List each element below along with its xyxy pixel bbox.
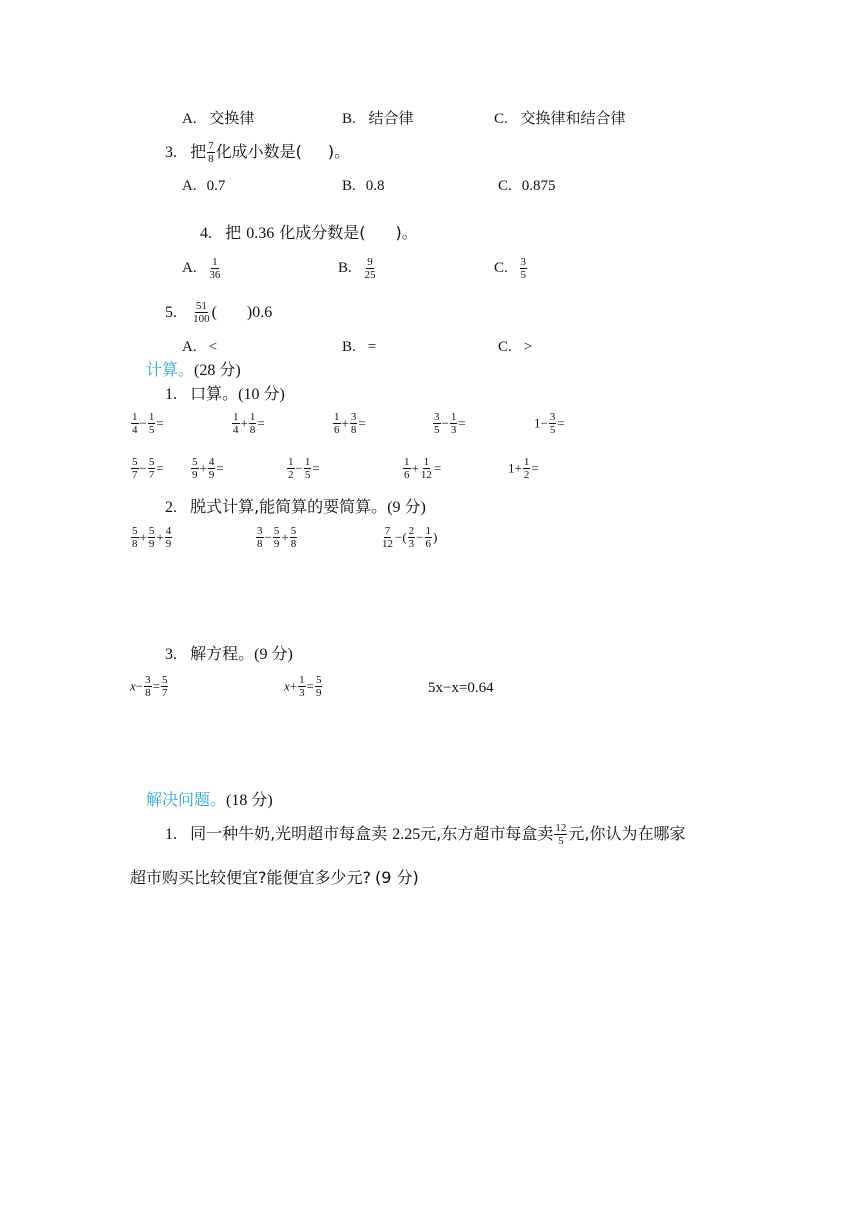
section-calc-heading: 计算。(28 分) bbox=[146, 360, 241, 379]
oral-item: $\frac{1}{6}$ + $\frac{1}{12}$ = bbox=[404, 456, 442, 481]
fraction: $\frac{3}{5}$ bbox=[520, 256, 527, 281]
q4-option-a: A. $\frac{1}{36}$ bbox=[182, 256, 221, 281]
oral-item: $\frac{3}{5}$ − $\frac{1}{3}$ = bbox=[434, 411, 466, 436]
oral-item: $\frac{1}{2}$ − $\frac{1}{5}$ = bbox=[288, 456, 320, 481]
question-4 bbox=[200, 223, 418, 244]
q2-option-a bbox=[182, 108, 254, 129]
option-text: 交换律 bbox=[209, 109, 255, 127]
option-text: 结合律 bbox=[368, 109, 414, 127]
question-number: 3. bbox=[165, 144, 177, 161]
fraction: $\frac{9}{25}$ bbox=[364, 256, 376, 281]
question-text: 把 bbox=[225, 223, 242, 242]
fraction: $\frac{51}{100}$ bbox=[193, 300, 210, 325]
question-text: 把 bbox=[190, 142, 207, 161]
question-value: 0.36 bbox=[246, 225, 275, 242]
fraction: $\frac{7}{8}$ bbox=[208, 140, 214, 165]
question-3 bbox=[165, 140, 350, 165]
question-text: 化成分数是( bbox=[279, 223, 366, 242]
q5-option-b: B. = bbox=[342, 339, 377, 355]
q5-option-c: C. > bbox=[498, 339, 533, 355]
q2-option-c bbox=[494, 108, 626, 129]
problem-1-line-1: 1. 同一种牛奶,光明超市每盒卖 2.25元,东方超市每盒卖 $\frac{12}{5}$ 元,你认为在哪家 bbox=[165, 822, 686, 847]
equation-heading: 3. 解方程。(9 分) bbox=[165, 644, 293, 663]
equation-item: x+ $\frac{1}{3}$ = $\frac{5}{9}$ bbox=[284, 674, 322, 699]
oral-item: 1+ $\frac{1}{2}$ = bbox=[508, 456, 539, 481]
section-solve-heading: 解决问题。(18 分) bbox=[146, 790, 273, 809]
problem-1-line-2: 超市购买比较便宜?能便宜多少元? (9 分) bbox=[130, 868, 419, 887]
q4-option-b: B. $\frac{9}{25}$ bbox=[338, 256, 376, 281]
question-text: )。 bbox=[395, 223, 418, 242]
step-item: $\frac{5}{8}$ + $\frac{5}{9}$ + $\frac{4}{9}$ bbox=[132, 525, 172, 550]
q5-option-a: A. < bbox=[182, 339, 218, 355]
oral-item: $\frac{1}{4}$ − $\frac{1}{5}$ = bbox=[132, 411, 164, 436]
oral-item: 1− $\frac{3}{5}$ = bbox=[534, 411, 565, 436]
equation-item: x− $\frac{3}{8}$ = $\frac{5}{7}$ bbox=[130, 674, 168, 699]
oral-item: $\frac{5}{9}$ + $\frac{4}{9}$ = bbox=[192, 456, 224, 481]
q4-option-c: C. $\frac{3}{5}$ bbox=[494, 256, 527, 281]
fraction: $\frac{1}{36}$ bbox=[209, 256, 221, 281]
question-text: 化成小数是( bbox=[215, 142, 302, 161]
option-letter: C. bbox=[494, 111, 508, 127]
option-text: 交换律和结合律 bbox=[520, 109, 626, 127]
q3-option-a: A. 0.7 bbox=[182, 178, 226, 194]
oral-item: $\frac{1}{6}$ + $\frac{3}{8}$ = bbox=[334, 411, 366, 436]
oral-item: $\frac{1}{4}$ + $\frac{1}{8}$ = bbox=[233, 411, 265, 436]
oral-heading: 1. 口算。(10 分) bbox=[165, 384, 285, 403]
option-letter: B. bbox=[342, 111, 356, 127]
question-number: 4. bbox=[200, 225, 212, 242]
q2-option-b bbox=[342, 108, 414, 129]
step-item: $\frac{7}{12}$ −( $\frac{2}{3}$ − $\frac{1}{6}$ ) bbox=[382, 525, 438, 550]
question-5: 5. $\frac{51}{100}$ ( )0.6 bbox=[165, 300, 273, 325]
option-letter: A. bbox=[182, 111, 197, 127]
question-number: 5. bbox=[165, 304, 177, 321]
oral-item: $\frac{5}{7}$ − $\frac{5}{7}$ = bbox=[132, 456, 164, 481]
q3-option-b: B. 0.8 bbox=[342, 178, 385, 194]
step-heading: 2. 脱式计算,能简算的要简算。(9 分) bbox=[165, 497, 426, 516]
equation-item: 5x−x=0.64 bbox=[428, 680, 494, 696]
q3-option-c: C. 0.875 bbox=[498, 178, 556, 194]
question-text: )。 bbox=[327, 142, 351, 161]
step-item: $\frac{3}{8}$ − $\frac{5}{9}$ + $\frac{5}{8}$ bbox=[257, 525, 297, 550]
